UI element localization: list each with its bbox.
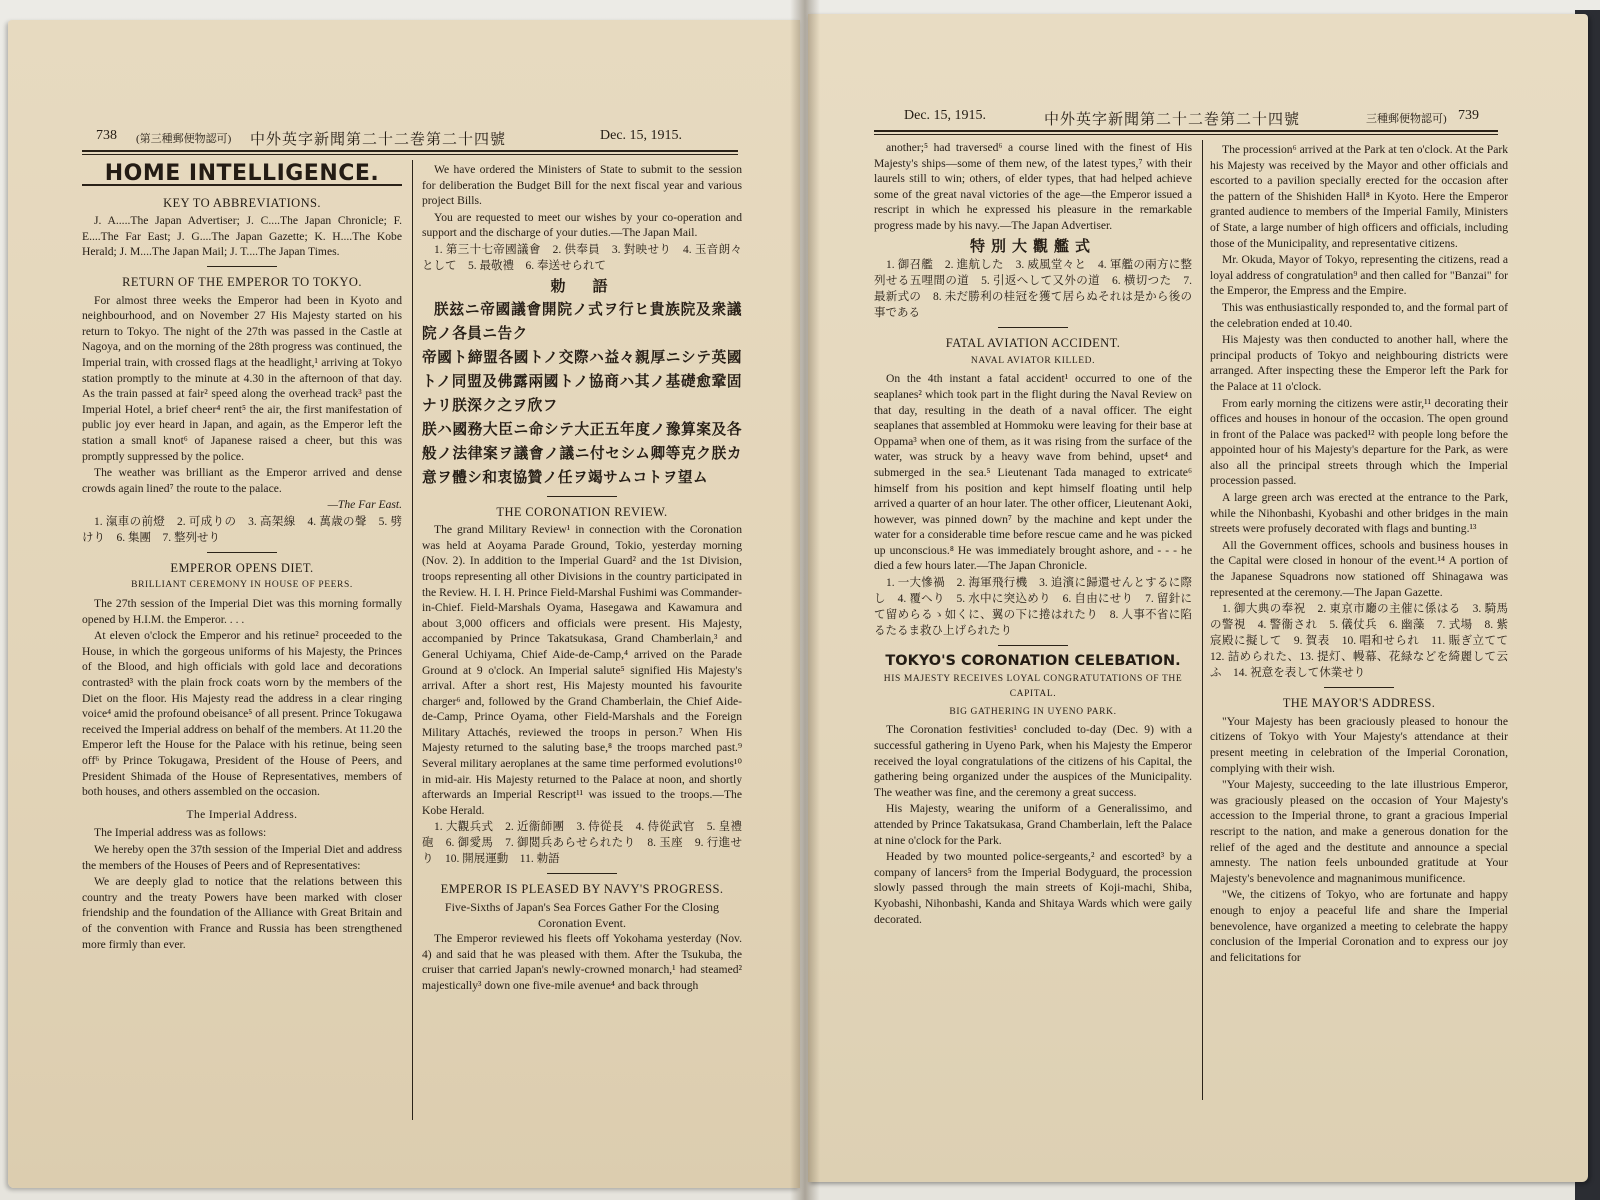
mayor-heading: THE MAYOR'S ADDRESS.: [1282, 696, 1436, 711]
return-paragraph: For almost three weeks the Emperor had been in Kyoto and neighbourhood, and on November 27 His Majesty started on his return to Tokyo. The night of the 27th was passed in the Castle at Nagoya, and on the morning of the 28th progress was continued, the Imperial train, with crossed flags at the headlight,¹ arriving at Tokyo station promptly to the minute at 4.30 in the afternoon of that day. As the train passed at fair² speed along the overhead track³ past the Imperial Hotel, a brief cheer⁴ rent⁵ the air, the first manifestation of public joy ever heard in Japan, and again, as the Emperor left the station a small knot⁶ of Japanese raised a cheer, but this was promptly suppressed by the police.: [82, 293, 402, 463]
review-glossary: 1. 大觀兵式 2. 近衞師團 3. 侍從長 4. 侍從武官 5. 皇禮砲 6. 御愛馬 7. 御閲兵あらせられたり 8. 玉座 9. 行進せり 10. 開展運動 11. 勅語: [422, 821, 742, 866]
return-heading: RETURN OF THE EMPEROR TO TOKYO.: [122, 274, 362, 289]
right-running-head: [808, 108, 1588, 128]
tokyo-subheading: HIS MAJESTY RECEIVES LOYAL CONGRATUTATIONS OF THE CAPITAL.: [883, 673, 1183, 700]
rescript-text: 朕玆ニ帝國議會開院ノ式ヲ行ヒ貴族院及衆議院ノ各員ニ告ク 帝國ト締盟各國トノ交際ハ益々親厚ニシテ英國トノ同盟及佛露兩國トノ協商ハ其ノ基礎愈鞏固ナリ朕深ク之ヲ欣フ 朕ハ國務大臣ニ命シテ大正五年度ノ豫算案及各般ノ法律案ヲ議會ノ議ニ付セシム卿等克ク朕カ意ヲ體シ和衷協贊ノ任ヲ竭サムコトヲ望ム: [422, 301, 742, 486]
navy-continuation: another;⁵ had traversed⁶ a course lined with the finest of His Majesty's ships—some of them new, of the latest types,⁷ with their laurels still to win; others, of elder types, that had helped achieve some of the great naval victories of the age—the Emperor issued a rescript in which he expressed his pleasure in the remarkable progress made by his navy.—The Japan Advertiser.: [874, 141, 1192, 232]
right-column-1: [874, 140, 1192, 928]
right-header-date: Dec. 15, 1915.: [904, 108, 987, 123]
navy-paragraph: The Emperor reviewed his fleets off Yokohama yesterday (Nov. 4) and said that he was pleased with them. After the Tsukuba, the cruiser that carried Japan's newly-crowned monarch,¹ had steamed² majestically³ down one five-mile avenue⁴ and back through: [422, 932, 742, 992]
key-heading: KEY TO ABBREVIATIONS.: [163, 195, 321, 210]
review-paragraph: The grand Military Review¹ in connection with the Coronation was held at Aoyama Parade Ground, Tokio, yesterday morning (Nov. 2). In addition to the Imperial Guard² and the 1st Division, troops representing all other Divisions in the country participated in the Review. H. I. H. Prince Field-Marshal Fushimi was Commander-in-Chief. Field-Marshals Oyama, Hasegawa and Kawamura and about 3,000 officers and officials were present. His Majesty, accompanied by Prince Takatsukasa, Grand Chamberlain,³ and General Uchiyama, Chief Aide-de-Camp,⁴ arrived on the Parade Ground at 9 o'clock. An Imperial salute⁵ signified His Majesty's arrival. After a short rest, His Majesty mounted his favourite charger⁶ and, followed by the Grand Chamberlain, the Chief Aide-de-Camp, Prince Oyama, other Field-Marshals and the Foreign Military Attachés, reviewed the troops in person.⁷ When His Majesty returned to the saluting base,⁸ the troops marched past.⁹ Several military aeroplanes at the same time performed evolutions¹⁰ in mid-air. His Majesty returned to the Palace at noon, and shortly afterwards an Imperial Rescript¹¹ was issued to the troops.—The Kobe Herald.: [422, 523, 742, 817]
navy-subheading: Five-Sixths of Japan's Sea Forces Gather For the Closing Coronation Event.: [444, 900, 720, 930]
divider: [207, 552, 277, 553]
book-spine-shadow: [790, 0, 820, 1200]
address-paragraph: We are deeply glad to notice that the relations between this country and the treaty Powers have been marked with closer friendship and the foundation of the Alliance with Great Britain and of the convention with France and Russia has been strengthened more firmly than ever.: [82, 875, 402, 951]
return-paragraph: The weather was brilliant as the Emperor arrived and dense crowds again lined⁷ the route to the palace.: [82, 466, 402, 495]
naval-review-heading: 特別大觀艦式: [969, 238, 1096, 255]
diet-heading: EMPEROR OPENS DIET.: [170, 560, 314, 575]
divider: [998, 645, 1068, 646]
accident-glossary: 1. 一大慘禍 2. 海軍飛行機 3. 追濱に歸還せんとするに際し 4. 覆へり 5. 水中に突込めり 6. 自由にせり 7. 留針にて留めらるゝ如くに、翼の下に捲はれたり 8. 人事不省に陷るたるま救ひ上げられたり: [874, 577, 1192, 638]
mayor-paragraph: "We, the citizens of Tokyo, who are fortunate and happy enough to enjoy a peaceful life and share the Imperial benevolence, have organized a meeting to celebrate the happy conclusion of the Imperial Coronation and to express our joy and felicitations for: [1210, 888, 1508, 964]
right-page: [808, 14, 1588, 1182]
tokyo-continuation: Mr. Okuda, Mayor of Tokyo, representing the citizens, read a loyal address of congratulation⁹ and then called for "Banzai" for the Emperor, the Empress and the Empire.: [1210, 253, 1508, 298]
left-newspaper-title: 中外英字新聞第二十二巻第二十四號: [250, 132, 507, 148]
review-heading: THE CORONATION REVIEW.: [496, 504, 668, 519]
left-header-date: Dec. 15, 1915.: [600, 128, 683, 143]
left-header-rule: [82, 150, 738, 152]
diet-paragraph: At eleven o'clock the Emperor and his retinue² proceeded to the House, in which the gorgeous uniforms of his Majesty, the Princes of the Blood, and high officials with gold lace and decorations contrasted³ with the plain frock coats worn by the members of the Diet on the floor. His Majesty read the address in a clear ringing voice⁴ amid the profound obeisance⁵ of all present. Prince Tokugawa received the Imperial address on behalf of the members. At 11.20 the Emperor left the House for the Palace with his retinue, being seen off⁶ by Prince Tokugawa, President of the House of Peers, and President Shimada of the House of Representatives, members of both houses, and others assembled on the occasion.: [82, 629, 402, 799]
diet-glossary: 1. 第三十七帝國議會 2. 供奉員 3. 對映せり 4. 玉音朗々として 5. 最敬禮 6. 奉送せられて: [422, 243, 742, 272]
key-text: J. A.....The Japan Advertiser; J. C....The Japan Chronicle; F. E....The Far East; J. G....The Japan Gazette; K. H....The Kobe Herald; J. M....The Japan Mail; J. T....The Japan Times.: [82, 214, 402, 259]
return-glossary: 1. 滊車の前燈 2. 可成りの 3. 高架線 4. 萬歳の聲 5. 劈けり 6. 集團 7. 整列せり: [82, 515, 402, 544]
accident-paragraph: On the 4th instant a fatal accident¹ occurred to one of the seaplanes² which took part in the flight during the Naval Review on that day, resulting in the death of a naval officer. The eight seaplanes that assembled at Hommoku were leaving for their base at Oppama³ when one of them, as it was rising from the surface of the water, was struck by a heavy wave from behind, upset⁴ and submerged in the sea.⁵ Lieutenant Tada managed to extricate⁶ himself from his position and kept himself floating until help arrived a quarter of an hour later. The other officer, Lieutenant Aoki, however, was pinned down⁷ by the machine and kept under the water for a considerable time before rescue came and he was picked up unconscious.⁸ He was immediately brought ashore, and - - - he died a few hours later.—The Japan Chronicle.: [874, 372, 1192, 573]
right-header-rule: [874, 130, 1498, 132]
naval-review-glossary: 1. 御召艦 2. 進航した 3. 威風堂々と 4. 軍艦の兩方に整列せる五哩間の道 5. 引返へして又外の道 6. 横切つた 7. 最新式の 8. 未だ勝利の桂冠を獲て居らぬそれは是から後の事である: [874, 259, 1192, 320]
right-newspaper-title: 中外英字新聞第二十二巻第二十四號: [1044, 112, 1301, 128]
navy-heading: EMPEROR IS PLEASED BY NAVY'S PROGRESS.: [440, 882, 724, 897]
left-page: [8, 20, 800, 1188]
diet-continuation: You are requested to meet our wishes by your co-operation and support and the discharge of your duties.—The Japan Mail.: [422, 210, 742, 240]
diet-paragraph: The 27th session of the Imperial Diet was this morning formally opened by H.I.M. the Emperor. . . .: [82, 597, 402, 626]
divider: [547, 873, 617, 874]
tokyo-continuation: A large green arch was erected at the entrance to the Park, while the Nihonbashi, Kyobashi and other bridges in the main streets were profusely decorated with flags and bunting.¹³: [1210, 491, 1508, 536]
column-separator: [1202, 140, 1203, 1100]
tokyo-heading: TOKYO'S CORONATION CELEBATION.: [885, 653, 1181, 670]
left-column-1: [82, 160, 402, 953]
address-paragraph: The Imperial address was as follows:: [94, 826, 267, 840]
rescript-heading: 勅 語: [550, 278, 614, 295]
tokyo-paragraph: The Coronation festivities¹ concluded to-day (Dec. 9) with a successful gathering in Uyeno Park, when his Majesty the Emperor received the loyal congratulations of the citizens of his Capital, the gathering being organized under the auspices of the Municipality. The weather was fine, and the ceremony a great success.: [874, 723, 1192, 799]
right-header-rule-thin: [874, 134, 1498, 135]
divider: [547, 496, 617, 497]
left-header-rule-thin: [82, 154, 738, 155]
tokyo-paragraph: Headed by two mounted police-sergeants,² and escorted³ by a company of lancers⁵ from the Imperial Bodyguard, the procession slowly passed through the main streets of Koji-machi, Shiba, Kyobashi, Nihonbashi, Kanda and Shitaya Wards which were gaily decorated.: [874, 850, 1192, 926]
return-source: —The Far East.: [327, 498, 402, 512]
left-postal-note: (第三種郵便物認可): [136, 133, 232, 145]
tokyo-paragraph: His Majesty, wearing the uniform of a Generalissimo, and attended by Prince Takatsukasa, Grand Chamberlain, left the Palace at nine o'clock for the Park.: [874, 802, 1192, 847]
tokyo-continuation: His Majesty was then conducted to another hall, where the principal products of Tokyo and neighbouring districts were arranged. After inspecting these the Emperor left the Park for the Palace at 11 o'clock.: [1210, 333, 1508, 393]
mayor-paragraph: "Your Majesty, succeeding to the late illustrious Emperor, was graciously pleased on the occasion of Your Majesty's accession to the Imperial throne, to grant a gracious Imperial rescript to the nation, and make a generous donation for the relief of the aged and the destitute and announce a special amnesty. The nation feels unbounded gratitude at Your Majesty's benevolence and magnanimous munificence.: [1210, 778, 1508, 885]
tokyo-glossary: 1. 御大典の奉祝 2. 東京市廳の主催に係はる 3. 騎馬の警視 4. 警衞され 5. 儀仗兵 6. 幽藻 7. 式場 8. 紫宸殿に擬して 9. 賀表 10. 唱和せられ 11. 賑ぎ立てて 12. 詰められた、13. 提灯、幔幕、花緑などを綺麗して云ふ 14. 祝意を表して休業せり: [1210, 603, 1520, 680]
diet-continuation: We have ordered the Ministers of State to submit to the session for deliberation the Budget Bill for the next fiscal year and various project Bills.: [422, 163, 742, 208]
tokyo-continuation: All the Government offices, schools and business houses in the Capital were closed in honour of the event.¹⁴ A portion of the Japanese Squadrons now stationed off Shinagawa was represented at the ceremony.—The Japan Gazette.: [1210, 538, 1508, 599]
divider: [207, 266, 277, 267]
left-column-2: [422, 162, 742, 995]
tokyo-continuation: This was enthusiastically responded to, and the formal part of the celebration ended at 10.40.: [1210, 300, 1508, 330]
tokyo-continuation: From early morning the citizens were astir,¹¹ decorating their offices and houses in honour of the occasion. The open ground in front of the Palace was packed¹² with people long before the appointed hour of his Majesty's departure for the Park, as were also all the principal streets through which the Imperial procession passed.: [1210, 396, 1508, 488]
mayor-paragraph: "Your Majesty has been graciously pleased to honour the citizens of Tokyo with Your Majesty's attendance at their present meeting in celebration of the Imperial Coronation, complying with their wish.: [1210, 714, 1508, 775]
divider: [998, 327, 1068, 328]
section-title: HOME INTELLIGENCE.: [82, 166, 402, 186]
address-heading: The Imperial Address.: [186, 808, 298, 821]
tokyo-continuation: The procession⁶ arrived at the Park at ten o'clock. At the Park his Majesty was received by the Mayor and other officials and escorted to a pavilion specially erected for the occasion after the pattern of the Shishiden Hall⁸ in Kyoto. Here the Emperor granted audience to members of the Imperial Family, Ministers of State, a large number of high officers and officials, including those of the Municipality, and representative citizens.: [1210, 143, 1508, 250]
tokyo-subheading: BIG GATHERING IN UYENO PARK.: [949, 706, 1117, 717]
divider: [1324, 687, 1394, 688]
right-postal-note: 三種郵便物認可): [1366, 113, 1447, 125]
address-paragraph: We hereby open the 37th session of the Imperial Diet and address the members of the Houses of Peers and of Representatives:: [82, 842, 402, 872]
left-page-number: 738: [96, 128, 117, 143]
left-running-head: [8, 128, 800, 148]
right-column-2: [1210, 142, 1520, 966]
column-separator: [412, 160, 413, 1120]
accident-heading: FATAL AVIATION ACCIDENT.: [945, 336, 1121, 351]
accident-subheading: NAVAL AVIATOR KILLED.: [970, 355, 1096, 366]
diet-subheading: BRILLIANT CEREMONY IN HOUSE OF PEERS.: [131, 580, 353, 591]
right-page-number: 739: [1458, 108, 1479, 123]
